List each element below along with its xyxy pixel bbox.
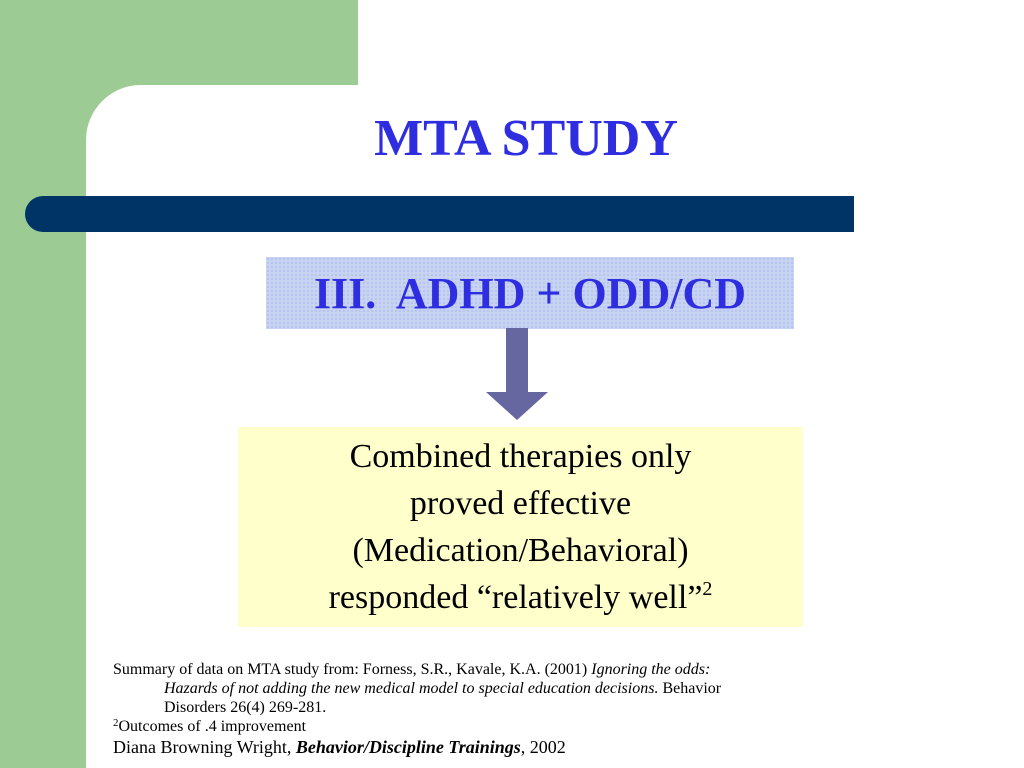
- footer-citations: [113, 660, 883, 758]
- result-line: proved effective: [409, 485, 632, 522]
- result-line-text: responded “relatively well”: [328, 579, 703, 616]
- group-heading-box: [266, 257, 794, 329]
- result-box: [238, 427, 803, 627]
- group-heading: III. ADHD + ODD/CD: [313, 268, 747, 318]
- summary-journal: Behavior: [658, 680, 722, 697]
- summary-title: Ignoring the odds:: [591, 661, 711, 678]
- credit-line: [113, 736, 883, 758]
- credit-title: Behavior/Discipline Trainings: [295, 737, 521, 757]
- summary-citation: [113, 660, 883, 679]
- footnote-text: Outcomes of .4 improvement: [118, 718, 307, 735]
- result-line: [329, 574, 713, 621]
- summary-title-continued: Hazards of not adding the new medical model to special education decisions.: [164, 680, 659, 697]
- slide-title: MTA STUDY: [374, 110, 678, 167]
- result-line: Combined therapies only: [349, 438, 692, 475]
- result-line: (Medication/Behavioral): [352, 532, 689, 569]
- credit-year: , 2002: [520, 737, 566, 757]
- credit-author: Diana Browning Wright,: [113, 737, 296, 757]
- title-divider-bar: [25, 196, 854, 232]
- summary-lead: Summary of data on MTA study from: Forness, S.R., Kavale, K.A. (2001): [113, 661, 592, 678]
- footnote: [113, 717, 883, 736]
- summary-journal-continued: Disorders 26(4) 269-281.: [164, 699, 327, 716]
- summary-citation-continued: [113, 679, 883, 698]
- down-arrow-icon: [486, 328, 548, 422]
- footnote-number: 2: [113, 717, 119, 729]
- footnote-marker: 2: [702, 578, 713, 600]
